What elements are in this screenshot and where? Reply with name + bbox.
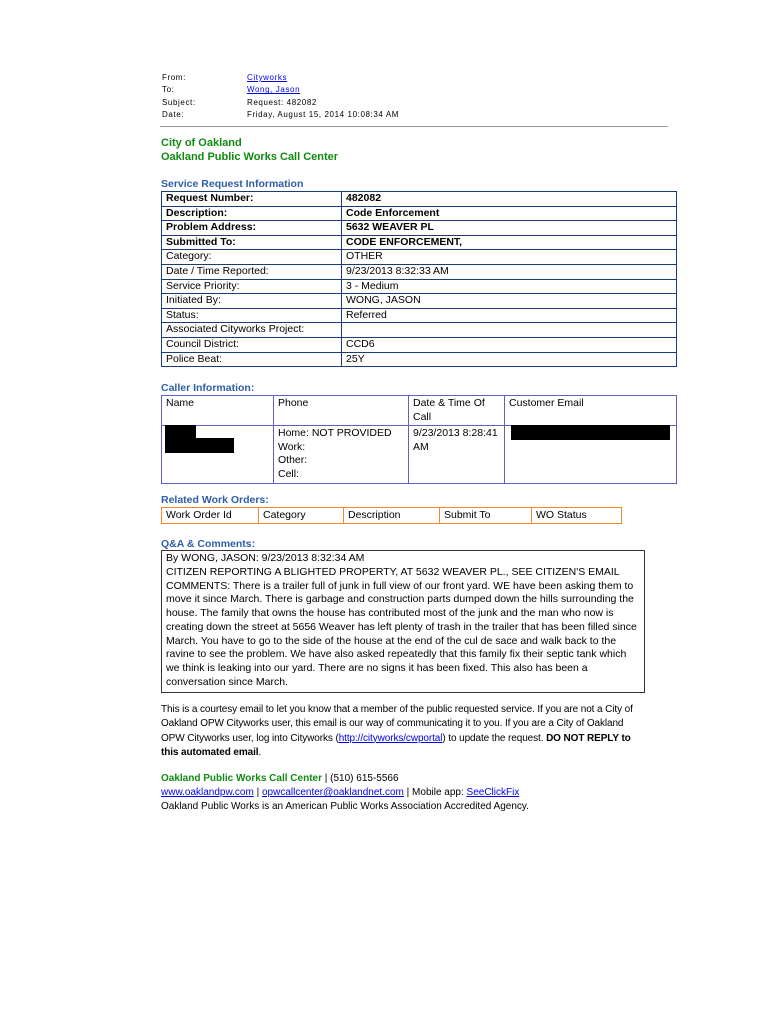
table-row	[162, 192, 677, 207]
phone-cell: Cell:	[278, 467, 300, 480]
table-row	[162, 221, 677, 236]
table-row	[162, 337, 677, 352]
comment-author-line: By WONG, JASON: 9/23/2013 8:32:34 AM	[166, 552, 365, 564]
footer-line-2	[161, 786, 661, 800]
table-header-row	[162, 508, 622, 524]
table-row	[162, 235, 677, 250]
field-value: Code Enforcement	[342, 206, 677, 221]
col-header-phone: Phone	[274, 396, 409, 426]
to-link[interactable]: Wong, Jason	[247, 85, 301, 95]
col-header-submit-to: Submit To	[440, 508, 532, 524]
accreditation-text: Oakland Public Works is an American Public Works Association Accredited Agency.	[161, 801, 529, 812]
footer-phone: (510) 615-5566	[330, 773, 399, 784]
email-footer	[161, 772, 661, 814]
table-row	[162, 308, 677, 323]
email-header	[162, 72, 399, 121]
footer-org-name: Oakland Public Works Call Center	[161, 773, 322, 784]
field-value: OTHER	[342, 250, 677, 265]
field-label: Associated Cityworks Project:	[162, 323, 342, 338]
field-label: Status:	[162, 308, 342, 323]
phone-work: Work:	[278, 440, 306, 453]
table-row	[162, 352, 677, 367]
subject-row	[162, 97, 399, 109]
field-label: Service Priority:	[162, 279, 342, 294]
date-value: Friday, August 15, 2014 10:08:34 AM	[247, 109, 400, 119]
table-row	[162, 323, 677, 338]
field-value	[342, 323, 677, 338]
field-value: WONG, JASON	[342, 294, 677, 309]
col-header-wo-id: Work Order Id	[162, 508, 259, 524]
field-label: Description:	[162, 206, 342, 221]
from-row	[162, 72, 399, 84]
phone-home: Home: NOT PROVIDED	[278, 427, 392, 440]
col-header-category: Category	[259, 508, 344, 524]
col-header-description: Description	[344, 508, 440, 524]
footer-line-1	[161, 772, 661, 786]
org-city-title: City of Oakland	[161, 137, 242, 149]
footer-separator: |	[253, 787, 262, 798]
mobile-app-label: Mobile app:	[412, 787, 464, 798]
footer-separator: |	[403, 787, 413, 798]
footer-separator: |	[321, 773, 331, 784]
date-label: Date:	[162, 109, 185, 119]
caller-phone-cell	[274, 426, 409, 483]
to-label: To:	[162, 85, 175, 95]
subject-value: Request: 482082	[247, 97, 317, 107]
field-value: 5632 WEAVER PL	[342, 221, 677, 236]
redaction-block	[165, 438, 234, 453]
qa-heading: Q&A & Comments:	[161, 538, 256, 550]
courtesy-text-2: ) to update the request.	[442, 732, 547, 744]
do-not-reply-notice: DO NOT REPLY to this automated email	[161, 732, 631, 759]
col-header-wo-status: WO Status	[532, 508, 622, 524]
subject-label: Subject:	[162, 97, 196, 107]
from-link[interactable]: Cityworks	[247, 73, 288, 82]
table-row	[162, 264, 677, 279]
field-value: Referred	[342, 308, 677, 323]
field-value: CCD6	[342, 337, 677, 352]
website-link[interactable]: www.oaklandpw.com	[161, 787, 254, 798]
table-row	[162, 206, 677, 221]
table-row	[162, 250, 677, 265]
field-value: 25Y	[342, 352, 677, 367]
col-header-email: Customer Email	[505, 396, 677, 426]
field-label: Police Beat:	[162, 352, 342, 367]
field-label: Submitted To:	[162, 235, 342, 250]
field-label: Initiated By:	[162, 294, 342, 309]
work-orders-table	[161, 507, 622, 524]
col-header-name: Name	[162, 396, 274, 426]
phone-other: Other:	[278, 454, 308, 467]
caller-datetime-cell: 9/23/2013 8:28:41 AM	[409, 426, 505, 483]
service-request-table	[161, 191, 677, 367]
field-label: Council District:	[162, 337, 342, 352]
col-header-datetime: Date & Time Of Call	[409, 396, 505, 426]
field-label: Category:	[162, 250, 342, 265]
work-orders-heading: Related Work Orders:	[161, 494, 269, 506]
courtesy-text: This is a courtesy email to let you know that a member of the public requested service. If you are not a City of Oakland OPW Cityworks user, this email is our way of communicating it to you. If you are a City of Oakland OPW Cityworks user, log into Cityworks (	[161, 704, 633, 744]
callcenter-email-link[interactable]: opwcallcenter@oaklandnet.com	[261, 787, 404, 798]
redaction-block	[165, 425, 196, 439]
table-header-row	[162, 396, 677, 426]
service-request-heading: Service Request Information	[161, 178, 304, 190]
field-label: Problem Address:	[162, 221, 342, 236]
field-value: 3 - Medium	[342, 279, 677, 294]
org-callcenter-title: Oakland Public Works Call Center	[161, 151, 339, 163]
date-row	[162, 109, 399, 121]
seeclickfix-link[interactable]: SeeClickFix	[466, 787, 520, 798]
comment-body: CITIZEN REPORTING A BLIGHTED PROPERTY, AT 5632 WEAVER PL., SEE CITIZEN'S EMAIL COMMENTS: There is a trailer full of junk in full view of our front yard. WE have been asking them to move it since March. There is garbage and construction parts dumped down the hills surrounding the house. The family that owns the house has contributed most of the junk and the man who now is creating down the street at 5656 Weaver has left plenty of trash in the trailer that has been filled since March. You have to go to the side of the house at the end of the cul de sace and walk back to the ravine to see the problem. We have also asked repeatedly that this family fix their septic tank which we think is leaking into our yard. There are no signs it has been fixed. This also has been a conversation since March.	[166, 565, 637, 688]
to-row	[162, 84, 399, 96]
courtesy-end: .	[258, 747, 262, 759]
field-value: 9/23/2013 8:32:33 AM	[342, 264, 677, 279]
field-value: 482082	[342, 192, 677, 207]
qa-comment-box	[161, 550, 645, 693]
field-label: Request Number:	[162, 192, 342, 207]
cityworks-portal-link[interactable]: http://cityworks/cwportal	[338, 732, 443, 744]
caller-info-heading: Caller Information:	[161, 382, 255, 394]
field-value: CODE ENFORCEMENT,	[342, 235, 677, 250]
table-row	[162, 294, 677, 309]
redaction-block	[511, 425, 670, 440]
from-label: From:	[162, 73, 186, 82]
field-label: Date / Time Reported:	[162, 264, 342, 279]
table-row	[162, 279, 677, 294]
header-divider	[160, 126, 668, 127]
courtesy-notice	[161, 703, 641, 761]
